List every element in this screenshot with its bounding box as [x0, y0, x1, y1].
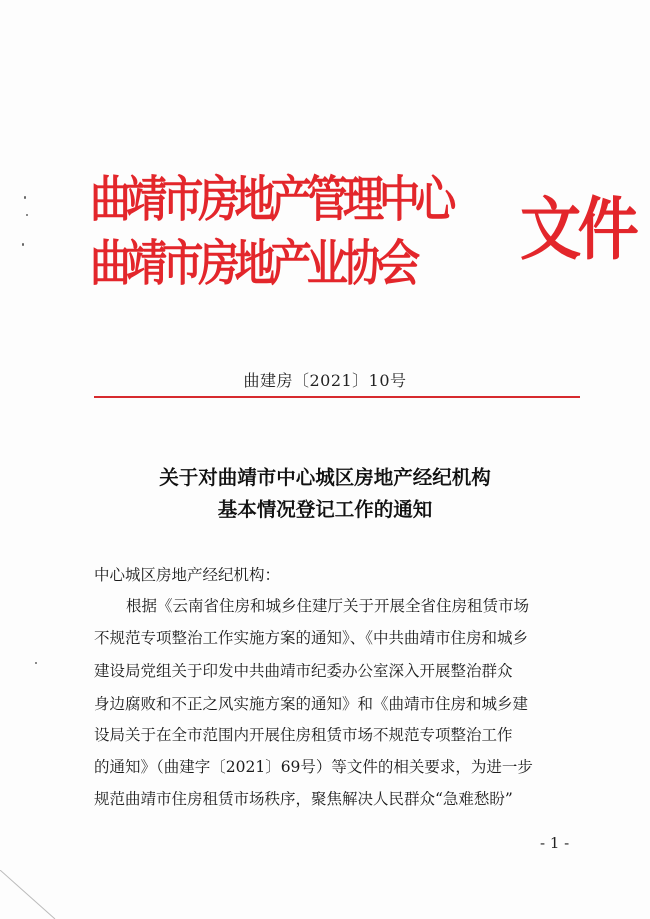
- notice-title-line-1: 关于对曲靖市中心城区房地产经纪机构: [159, 466, 491, 489]
- document-number: 曲建房〔2021〕10号: [243, 371, 407, 390]
- notice-title-line-2: 基本情况登记工作的通知: [217, 498, 433, 521]
- scan-speck: [24, 196, 26, 199]
- document-word: 文件: [520, 190, 636, 270]
- body-line: 身边腐败和不正之风实施方案的通知》和《曲靖市住房和城乡建: [94, 695, 529, 713]
- scan-speck: [26, 214, 28, 216]
- body-line: 的通知》（曲建字〔2021〕69号）等文件的相关要求，为进一步: [94, 758, 533, 776]
- issuing-org-2: 曲靖市房地产业协会: [90, 234, 416, 292]
- document-header: [90, 170, 636, 310]
- scan-speck: [22, 243, 24, 246]
- body-line: 规范曲靖市住房租赁市场秩序，聚焦解决人民群众“急难愁盼”: [94, 790, 513, 808]
- body-line: 根据《云南省住房和城乡住建厅关于开展全省住房租赁市场: [126, 597, 530, 615]
- scan-edge-shadow: [0, 870, 60, 919]
- issuing-org-1: 曲靖市房地产管理中心: [90, 170, 452, 228]
- body-line: 不规范专项整治工作实施方案的通知》、《中共曲靖市住房和城乡: [94, 629, 529, 647]
- scan-speck: [35, 662, 37, 664]
- page-number: - 1 -: [540, 834, 570, 852]
- red-divider: [94, 396, 580, 398]
- body-line: 建设局党组关于印发中共曲靖市纪委办公室深入开展整治群众: [94, 662, 513, 680]
- salutation: 中心城区房地产经纪机构：: [94, 566, 281, 584]
- body-line: 设局关于在全市范围内开展住房租赁市场不规范专项整治工作: [94, 726, 513, 744]
